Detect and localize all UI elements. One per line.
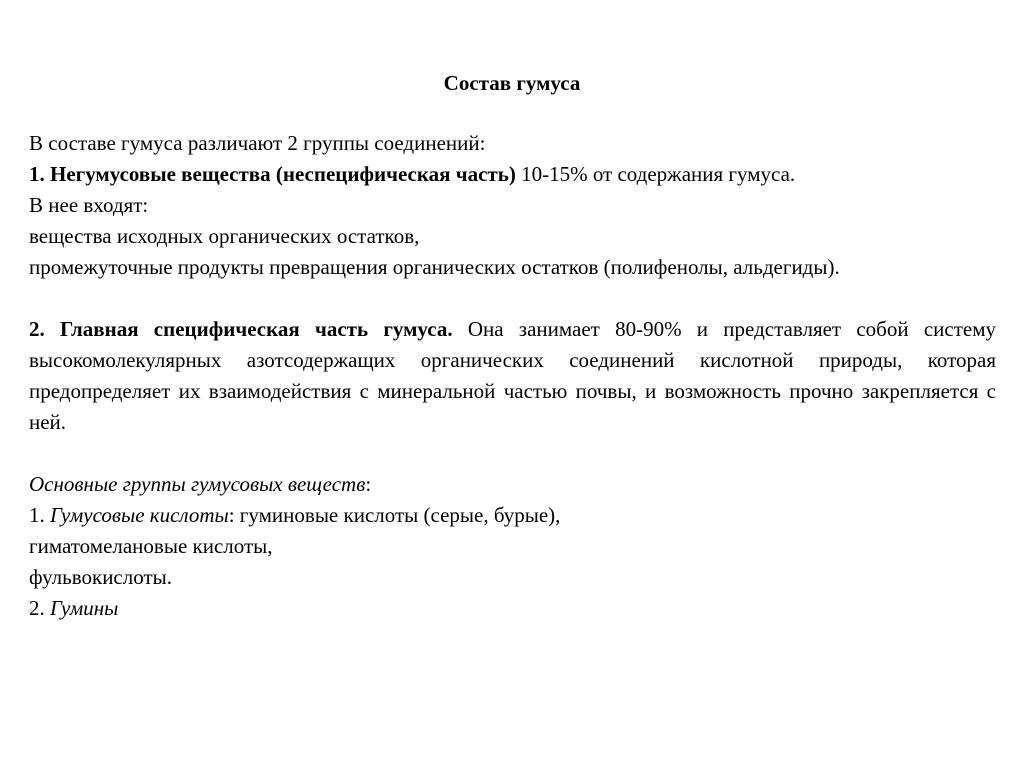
main-groups-item1 (29, 500, 996, 531)
item1-label: Гумусовые кислоты (50, 503, 229, 527)
group2-heading: 2. Главная специфическая часть гумуса. (29, 317, 453, 341)
intro-text: В составе гумуса различают 2 группы соединений: (29, 131, 486, 155)
main-groups-heading: Основные группы гумусовых веществ (29, 472, 366, 496)
spacer (29, 283, 996, 314)
slide-title: Состав гумуса (443, 71, 581, 95)
group1-item1: вещества исходных органических остатков, (29, 224, 420, 248)
main-groups-item1-line3: фульвокислоты. (29, 565, 172, 589)
main-groups-item1-line2: гиматомелановые кислоты, (29, 534, 273, 558)
main-groups-heading-line (29, 469, 996, 500)
main-groups-item2 (29, 593, 996, 624)
item2-number: 2. (29, 596, 50, 620)
group1-heading: 1. Негумусовые вещества (неспецифическая часть) (29, 162, 516, 186)
group1-includes: В нее входят: (29, 193, 149, 217)
group1-line (29, 159, 996, 190)
item2-label: Гумины (50, 596, 119, 620)
group2-paragraph (29, 314, 996, 438)
group1-rest: 10-15% от содержания гумуса. (515, 162, 796, 186)
item1-number: 1. (29, 503, 50, 527)
spacer (29, 438, 996, 469)
main-groups-colon: : (365, 472, 372, 496)
item1-rest: : гуминовые кислоты (серые, бурые), (228, 503, 561, 527)
group1-item2: промежуточные продукты превращения органических остатков (полифенолы, альдегиды). (29, 255, 840, 279)
group2-text: Она занимает 80-90% и представляет собой систему высокомолекулярных азотсодержащих органических соединений кислотной природы, которая предопределяет их взаимодействия с минеральной частью почвы, и возможность прочно закрепляется с ней. (29, 317, 997, 434)
slide-body (29, 128, 996, 624)
